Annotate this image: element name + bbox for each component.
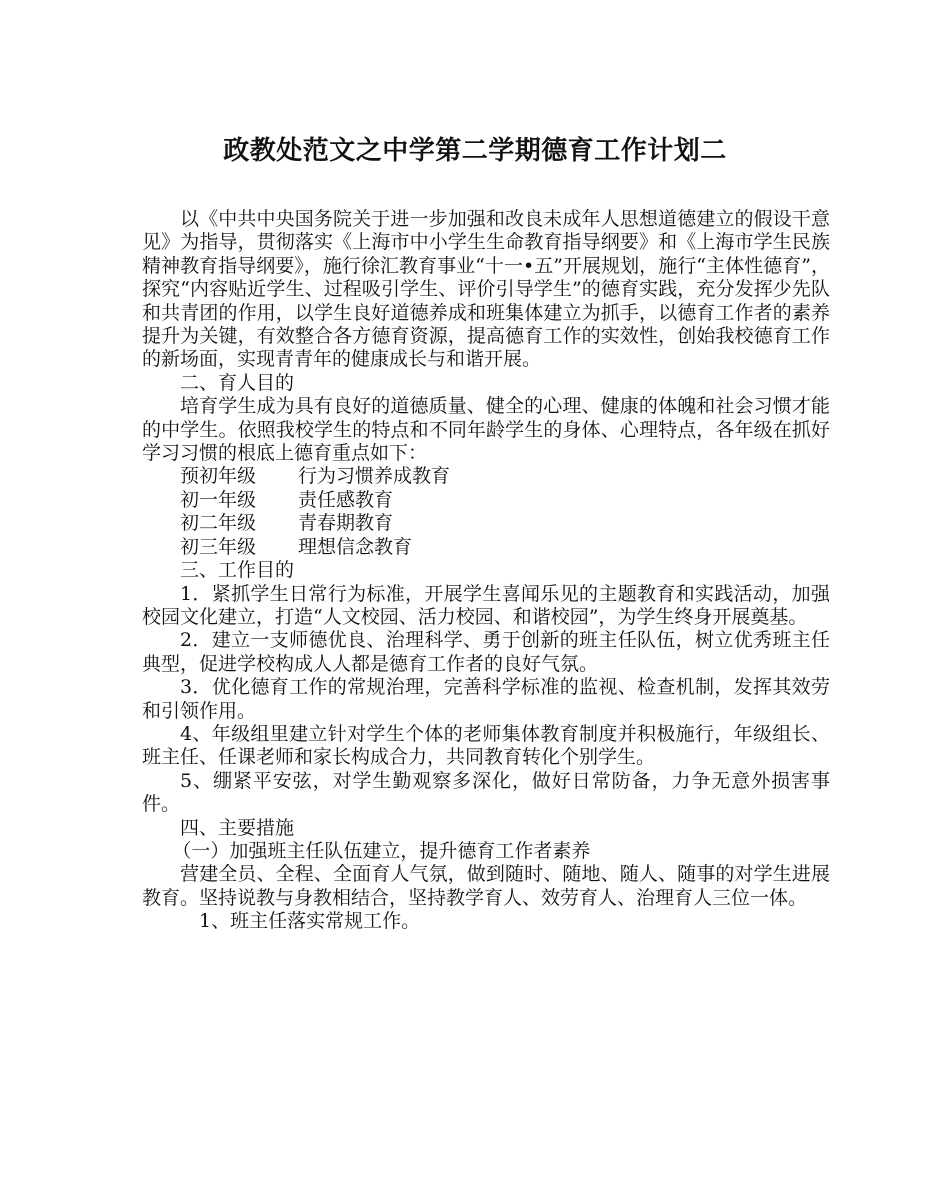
section-heading-education-goal: 二、育人目的 <box>180 371 295 394</box>
grade-focus: 行为习惯养成教育 <box>298 465 451 488</box>
section-heading-measures: 四、主要措施 <box>180 816 295 839</box>
document-title: 政教处范文之中学第二学期德育工作计划二 <box>223 136 727 166</box>
subsection-paragraph: 营建全员、全程、全面育人气氛，做到随时、随地、随人、随事的对学生进展教育。坚持说教与身教相结合，坚持教学育人、效劳育人、治理育人三位一体。 <box>142 863 830 909</box>
grade-focus: 理想信念教育 <box>298 535 413 558</box>
goal-item: 2．建立一支师德优良、治理科学、勇于创新的班主任队伍，树立优秀班主任典型，促进学校构成人人都是德育工作者的良好气氛。 <box>142 629 830 675</box>
section-heading-work-goal: 三、工作目的 <box>180 559 295 582</box>
goal-item: 4、年级组里建立针对学生个体的老师集体教育制度并积极施行，年级组长、班主任、任课老师和家长构成合力，共同教育转化个别学生。 <box>142 722 830 769</box>
measure-item: 1、班主任落实常规工作。 <box>199 910 421 933</box>
grade-focus: 责任感教育 <box>298 488 394 511</box>
goal-item: 1．紧抓学生日常行为标准，开展学生喜闻乐见的主题教育和实践活动，加强校园文化建立，打造“人文校园、活力校园、和谐校园”，为学生终身开展奠基。 <box>142 582 830 628</box>
grade-row <box>142 465 830 488</box>
grade-row <box>142 489 830 512</box>
document-body <box>142 208 830 934</box>
grade-name: 初二年级 <box>180 512 257 535</box>
grade-name: 初一年级 <box>180 488 257 511</box>
education-goal-paragraph: 培育学生成为具有良好的道德质量、健全的心理、健康的体魄和社会习惯才能的中学生。依照我校学生的特点和不同年龄学生的身体、心理特点，各年级在抓好学习习惯的根底上德育重点如下： <box>142 395 830 465</box>
goal-item: 3．优化德育工作的常规治理，完善科学标准的监视、检查机制，发挥其效劳和引领作用。 <box>142 676 830 722</box>
subsection-heading: （一）加强班主任队伍建立，提升德育工作者素养 <box>172 839 591 862</box>
grade-name: 初三年级 <box>180 535 257 558</box>
grade-focus: 青春期教育 <box>298 512 394 535</box>
grade-name: 预初年级 <box>180 465 257 488</box>
goal-item: 5、绷紧平安弦，对学生勤观察多深化，做好日常防备，力争无意外损害事件。 <box>142 769 830 816</box>
grade-row <box>142 536 830 559</box>
grade-row <box>142 512 830 535</box>
intro-paragraph: 以《中共中央国务院关于进一步加强和改良未成年人思想道德建立的假设干意见》为指导，贯彻落实《上海市中小学生生命教育指导纲要》和《上海市学生民族精神教育指导纲要》，施行徐汇教育事业“十一•五”开展规划，施行“主体性德育”，探究“内容贴近学生、过程吸引学生、评价引导学生”的德育实践，充分发挥少先队和共青团的作用，以学生良好道德养成和班集体建立为抓手，以德育工作者的素养提升为关键，有效整合各方德育资源，提高德育工作的实效性，创始我校德育工作的新场面，实现青青年的健康成长与和谐开展。 <box>142 208 830 371</box>
